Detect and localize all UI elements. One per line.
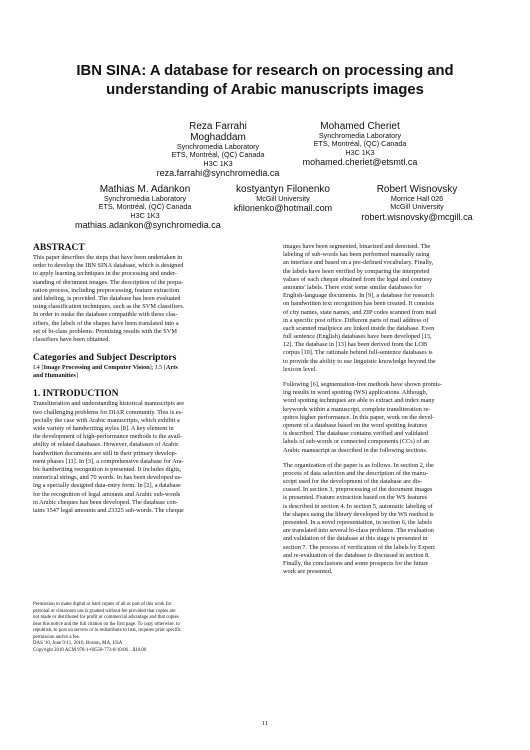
category-text: ] [75,372,78,380]
author-affiliation: Synchromedia Laboratory [318,131,402,140]
text-line: the shapes using the library developed by the WS method is [283,510,434,518]
text-line: keywords within a manuscript, complete transliteration re- [283,405,431,413]
text-line: pecially the case with Arabic manuscripts, which exhibit a [33,416,180,424]
text-line: amounts' labels. There exist some similar databases for [283,283,422,291]
author-name: Robert Wisnovsky [376,184,458,195]
author-name: Reza Farrahi [189,121,247,132]
text-line: of city names, state names, and ZIP codes scanned from mail [283,308,437,316]
text-line: not made or distributed for profit or commercial advantage and that copies [33,615,179,620]
category-text: Arts [165,364,178,372]
author-affiliation: ETS, Montréal, (QC) Canada [313,139,407,149]
text-line: is presented. Feature extraction based on the WS features [283,494,428,502]
categories-heading: Categories and Subject Descriptors [33,353,177,364]
author-affiliation: McGill University [256,194,310,203]
text-line: opment of a database based on the word spotting features [283,421,428,429]
text-line: ing a specially designed data-entry form. In [2], a database [33,482,181,490]
author-email[interactable]: robert.wisnovsky@mcgill.ca [361,211,473,222]
category-text: I.4 [ [33,364,44,372]
author-affiliation: Morrice Hall 026 [390,194,444,203]
left-column [33,243,260,515]
text-line: ing results in word spotting (WS) applications. Although, [283,389,428,397]
text-line: permission and/or a fee. [33,634,80,640]
author-email[interactable]: reza.farrahi@synchromedia.ca [156,167,280,178]
text-line: Permission to make digital or hard copies of all or part of this work for [33,602,172,607]
text-line: is described in section 4. In section 5, automatic labeling of [283,502,433,510]
text-line: bear this notice and the full citation on the first page. To copy otherwise, to [33,621,180,627]
text-line: labeling of sub-words has been performed manually using [283,251,430,259]
title-line: IBN SINA: A database for research on processing and [76,63,454,79]
author-affiliation: ETS, Montréal, (QC) Canada [98,202,192,212]
author-block [148,121,288,178]
text-line: on handwritten text recognition has been created. It consists [283,300,434,308]
text-line: Transliteration and understanding historical manuscripts are [33,400,185,408]
page-number: 11 [261,720,269,727]
author-affiliation: McGill University [390,202,444,212]
author-block [218,184,348,213]
text-line: full sentence (English) databases have been developed [13, [283,333,432,341]
text-line: set of bi-class problems. Promising results with the SVM [33,327,177,335]
text-line: order to develop the IBN SINA database, which is designed [33,262,184,270]
text-line: handwritten documents are still in their primary develop- [33,449,177,457]
author-email[interactable]: mohamed.cheriet@etsmtl.ca [302,156,418,167]
text-line: In order to make the database compatible with these clas- [33,311,178,319]
categories-line [33,372,260,380]
categories-line [33,364,260,372]
text-line: and re-evaluation of the database is discussed in section 8. [283,551,430,559]
author-affiliation: H3C 1K3 [345,147,375,157]
text-line: numerical strings, and 70 words. In has been developed us- [33,474,183,482]
text-line: English-language documents. In [9], a database for research [283,292,434,300]
text-line: presented. In a novel representation, in section 6, the labels [283,519,432,526]
author-affiliation: Synchromedia Laboratory [103,194,187,203]
paragraph [283,243,503,374]
text-line: personal or classroom use is granted without fee provided that copies are [33,608,176,614]
text-line: process of data selection and the description of the manu- [283,469,428,477]
paragraph [283,381,503,455]
text-line: ability of related databases. However, databases of Arabic [33,441,179,449]
text-line: in Arabic cheques has been developed. The database con- [33,498,178,506]
author-block [290,121,430,167]
author-name: Mathias M. Adankon [99,184,191,195]
copyright-notice [33,602,260,654]
author-name: Mohamed Cheriet [320,121,400,132]
right-column [283,243,503,576]
category-text: Image Processing and Computer Vision [43,364,150,372]
text-line: word spotting techniques are able to extract and index many [283,397,435,405]
abstract-body [33,254,260,344]
text-line: the labels have been verified by comparing the interpreted [283,267,430,275]
paragraph [283,462,503,577]
author-affiliation: Synchromedia Laboratory [176,142,260,151]
text-line: The organization of the paper is as follows. In section 2, the [283,461,434,469]
text-line: work are presented. [283,568,333,576]
text-line: Following [6], segmentation-free methods have shown promis- [283,381,442,388]
text-line: Copyright 2010 ACM 978-1-60558-773-8/10/06 ...$10.00 [33,647,147,653]
text-line: in a specific post office. Different parts of mail address of [283,316,429,324]
text-line: values of each cheque obtained from the legal and courtesy [283,275,433,283]
abstract-heading: ABSTRACT [33,243,85,253]
text-line: This paper describes the steps that have been undertaken in [33,254,183,261]
text-line: an interface and based on a pre-defined vocabulary. Finally, [283,259,434,267]
text-line: the development of high-performance methods is the avail- [33,433,183,441]
text-line: DAS '10, June 9-11, 2010, Boston, MA, USA [33,641,123,646]
text-line: sifiers, the labels of the shapes have been translated into a [33,319,179,327]
author-affiliation: ETS, Montréal, (QC) Canada [171,150,265,160]
text-line: bic handwriting recognition is presented. It includes digits, [33,465,182,473]
text-line: tains 1547 legal amounts and 23325 sub-words. The cheque [33,506,184,514]
text-line: corpus [10]. The rationale behind full-sentence databases is [283,349,433,357]
title-line: understanding of Arabic manuscripts images [106,81,424,98]
text-line: classifiers have been obtained. [33,335,110,343]
text-line: two challenging problems for DIAR community. This is es- [33,408,184,416]
author-block [75,184,221,230]
category-text: ]; J.5 [ [149,364,166,372]
text-line: wide variety of handwriting styles [8]. A key element in [33,425,174,432]
author-affiliation: H3C 1K3 [203,158,233,168]
text-line: is described. The database contains verified and validated [283,430,429,438]
introduction-heading: 1. INTRODUCTION [33,389,119,400]
text-line: ration process, including preprocessing, feature extraction [33,286,179,294]
text-line: ment phases [11]. In [3], a comprehensive database for Ara- [33,457,184,465]
author-name: kostyantyn Filonenko [236,184,330,195]
text-line: republish, to post on servers or to redistribute to lists, requires prior specific [33,628,182,633]
text-line: labels of sub-words or connected components (CCs) of an [283,438,430,446]
text-line: each scanned mailpiece are linked inside the database. Even [283,324,435,332]
paper-title [40,62,490,99]
author-affiliation: H3C 1K3 [130,210,160,220]
text-line: section 7. The process of verification of the labels by Expert [283,543,435,551]
text-line: are translated into several bi-class problems. The evaluation [283,527,434,535]
text-line: and labeling, is provided. The database has been evaluated [33,294,181,302]
text-line: using classification techniques, such as the SVM classifiers. [33,303,185,311]
author-block [352,184,482,222]
text-line: 12]. The database in [13] has been derived from the LOB [283,341,428,349]
author-name: Moghaddam [190,132,246,143]
text-line: script used for the development of the database are dis- [283,478,423,486]
text-line: Finally, the conclusions and some prospects for the future [283,559,429,567]
text-line: images have been segmented, binarized and denoised. The [283,243,431,250]
text-line: quires higher performance. In this paper, work on the devel- [283,413,435,421]
introduction-body [33,400,260,515]
text-line: to provide the ability to use linguistic knowledge beyond the [283,357,436,365]
category-text: and Humanities [33,372,76,380]
author-email[interactable]: mathias.adankon@synchromedia.ca [75,219,221,230]
text-line: for the recognition of legal amounts and Arabic sub-words [33,490,181,498]
text-line: and validation of the database at this stage is presented in [283,535,428,543]
text-line: cussed. In section 3, preprocessing of the document images [283,486,433,494]
text-line: to apply learning techniques in the processing and under- [33,270,177,278]
text-line: Arabic manuscript as described in the following sections. [283,446,428,454]
text-line: standing of document images. The description of the prepa- [33,278,184,286]
author-email[interactable]: kfilonenko@hotmail.com [233,203,333,214]
text-line: lexicon level. [283,365,317,373]
